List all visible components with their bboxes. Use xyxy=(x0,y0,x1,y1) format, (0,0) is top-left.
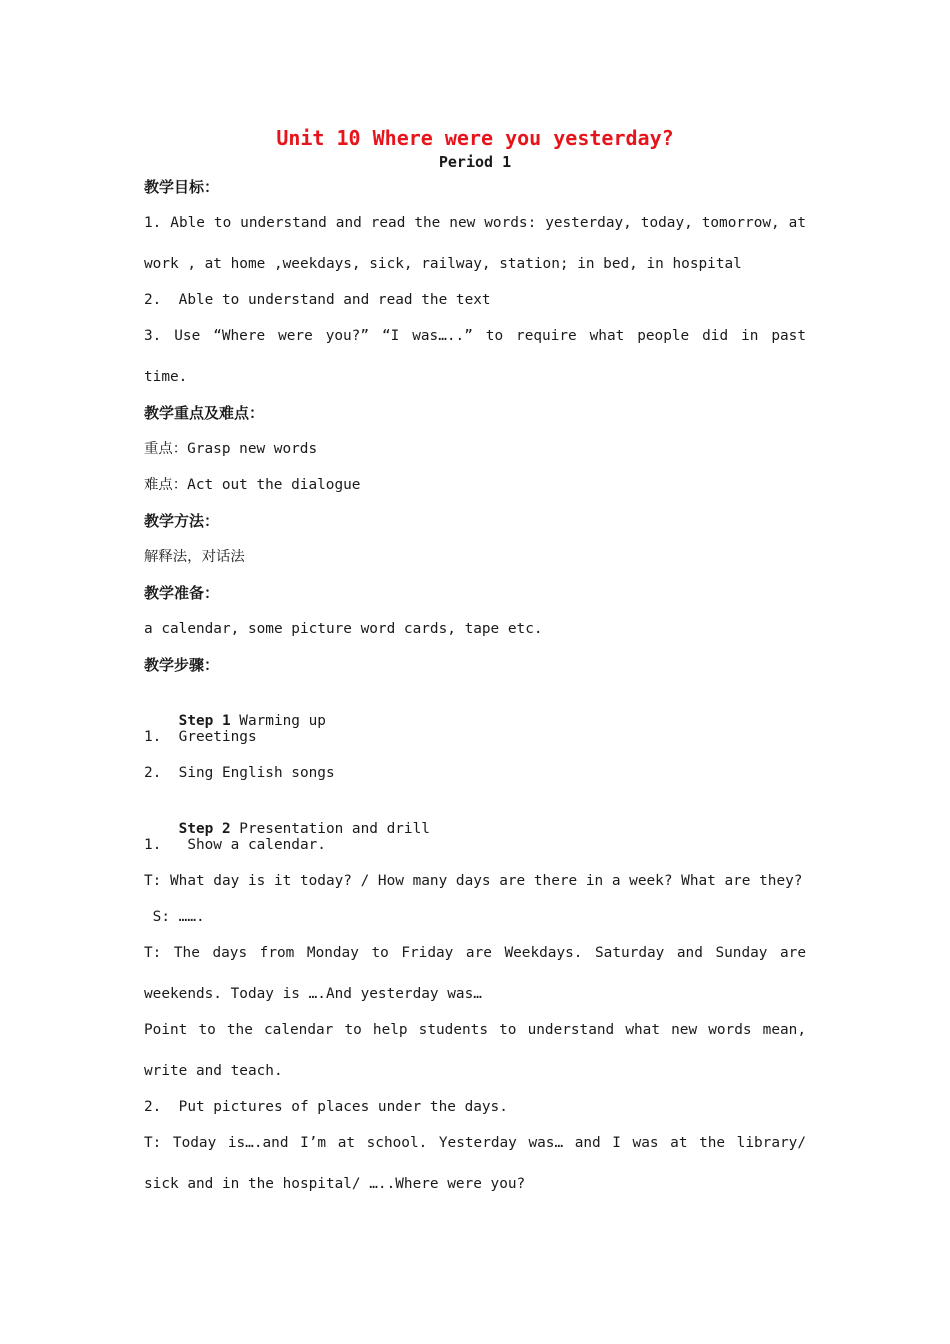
methods-text: 解释法，对话法 xyxy=(144,549,245,565)
step-1-item-1: 1. Greetings xyxy=(144,729,257,745)
student-line: S: ……. xyxy=(144,909,205,925)
objective-item-3-line-1: 3. Use “Where were you?” “I was…..” to require what people did in past xyxy=(144,328,806,344)
teacher-line-1: T: What day is it today? / How many days are there in a week? What are they? xyxy=(144,873,803,889)
methods-heading: 教学方法： xyxy=(144,512,220,530)
point-line-2: write and teach. xyxy=(144,1063,283,1079)
step-2-item-1: 1. Show a calendar. xyxy=(144,837,326,853)
teacher-line-2a: T: The days from Monday to Friday are Weekdays. Saturday and Sunday are xyxy=(144,945,806,961)
steps-heading: 教学步骤： xyxy=(144,656,220,674)
teacher-line-2b: weekends. Today is ….And yesterday was… xyxy=(144,986,482,1002)
step-2-label: Step 2 xyxy=(178,821,231,837)
preparation-text: a calendar, some picture word cards, tape etc. xyxy=(144,621,543,637)
key-point-text: 重点：Grasp new words xyxy=(144,441,318,457)
point-line-1: Point to the calendar to help students to understand what new words mean, xyxy=(144,1022,806,1038)
step-1-title: Warming up xyxy=(230,713,326,729)
step-1-item-2: 2. Sing English songs xyxy=(144,765,335,781)
step-2-item-2: 2. Put pictures of places under the days. xyxy=(144,1099,508,1115)
document-title: Unit 10 Where were you yesterday? xyxy=(276,126,674,150)
step-2-title: Presentation and drill xyxy=(230,821,430,837)
objective-item-2: 2. Able to understand and read the text xyxy=(144,292,491,308)
preparation-heading: 教学准备： xyxy=(144,584,220,602)
objectives-heading: 教学目标： xyxy=(144,178,220,196)
objective-item-1-line-2: work , at home ,weekdays, sick, railway, station; in bed, in hospital xyxy=(144,256,742,272)
teacher-line-3b: sick and in the hospital/ …..Where were you? xyxy=(144,1176,526,1192)
key-points-heading: 教学重点及难点： xyxy=(144,404,265,422)
objective-item-3-line-2: time. xyxy=(144,369,188,385)
step-1-label: Step 1 xyxy=(178,713,231,729)
document-subtitle: Period 1 xyxy=(438,153,512,171)
difficulty-text: 难点：Act out the dialogue xyxy=(144,477,361,493)
objective-item-1-line-1: 1. Able to understand and read the new words: yesterday, today, tomorrow, at xyxy=(144,215,806,231)
teacher-line-3a: T: Today is….and I’m at school. Yesterday was… and I was at the library/ xyxy=(144,1135,806,1151)
